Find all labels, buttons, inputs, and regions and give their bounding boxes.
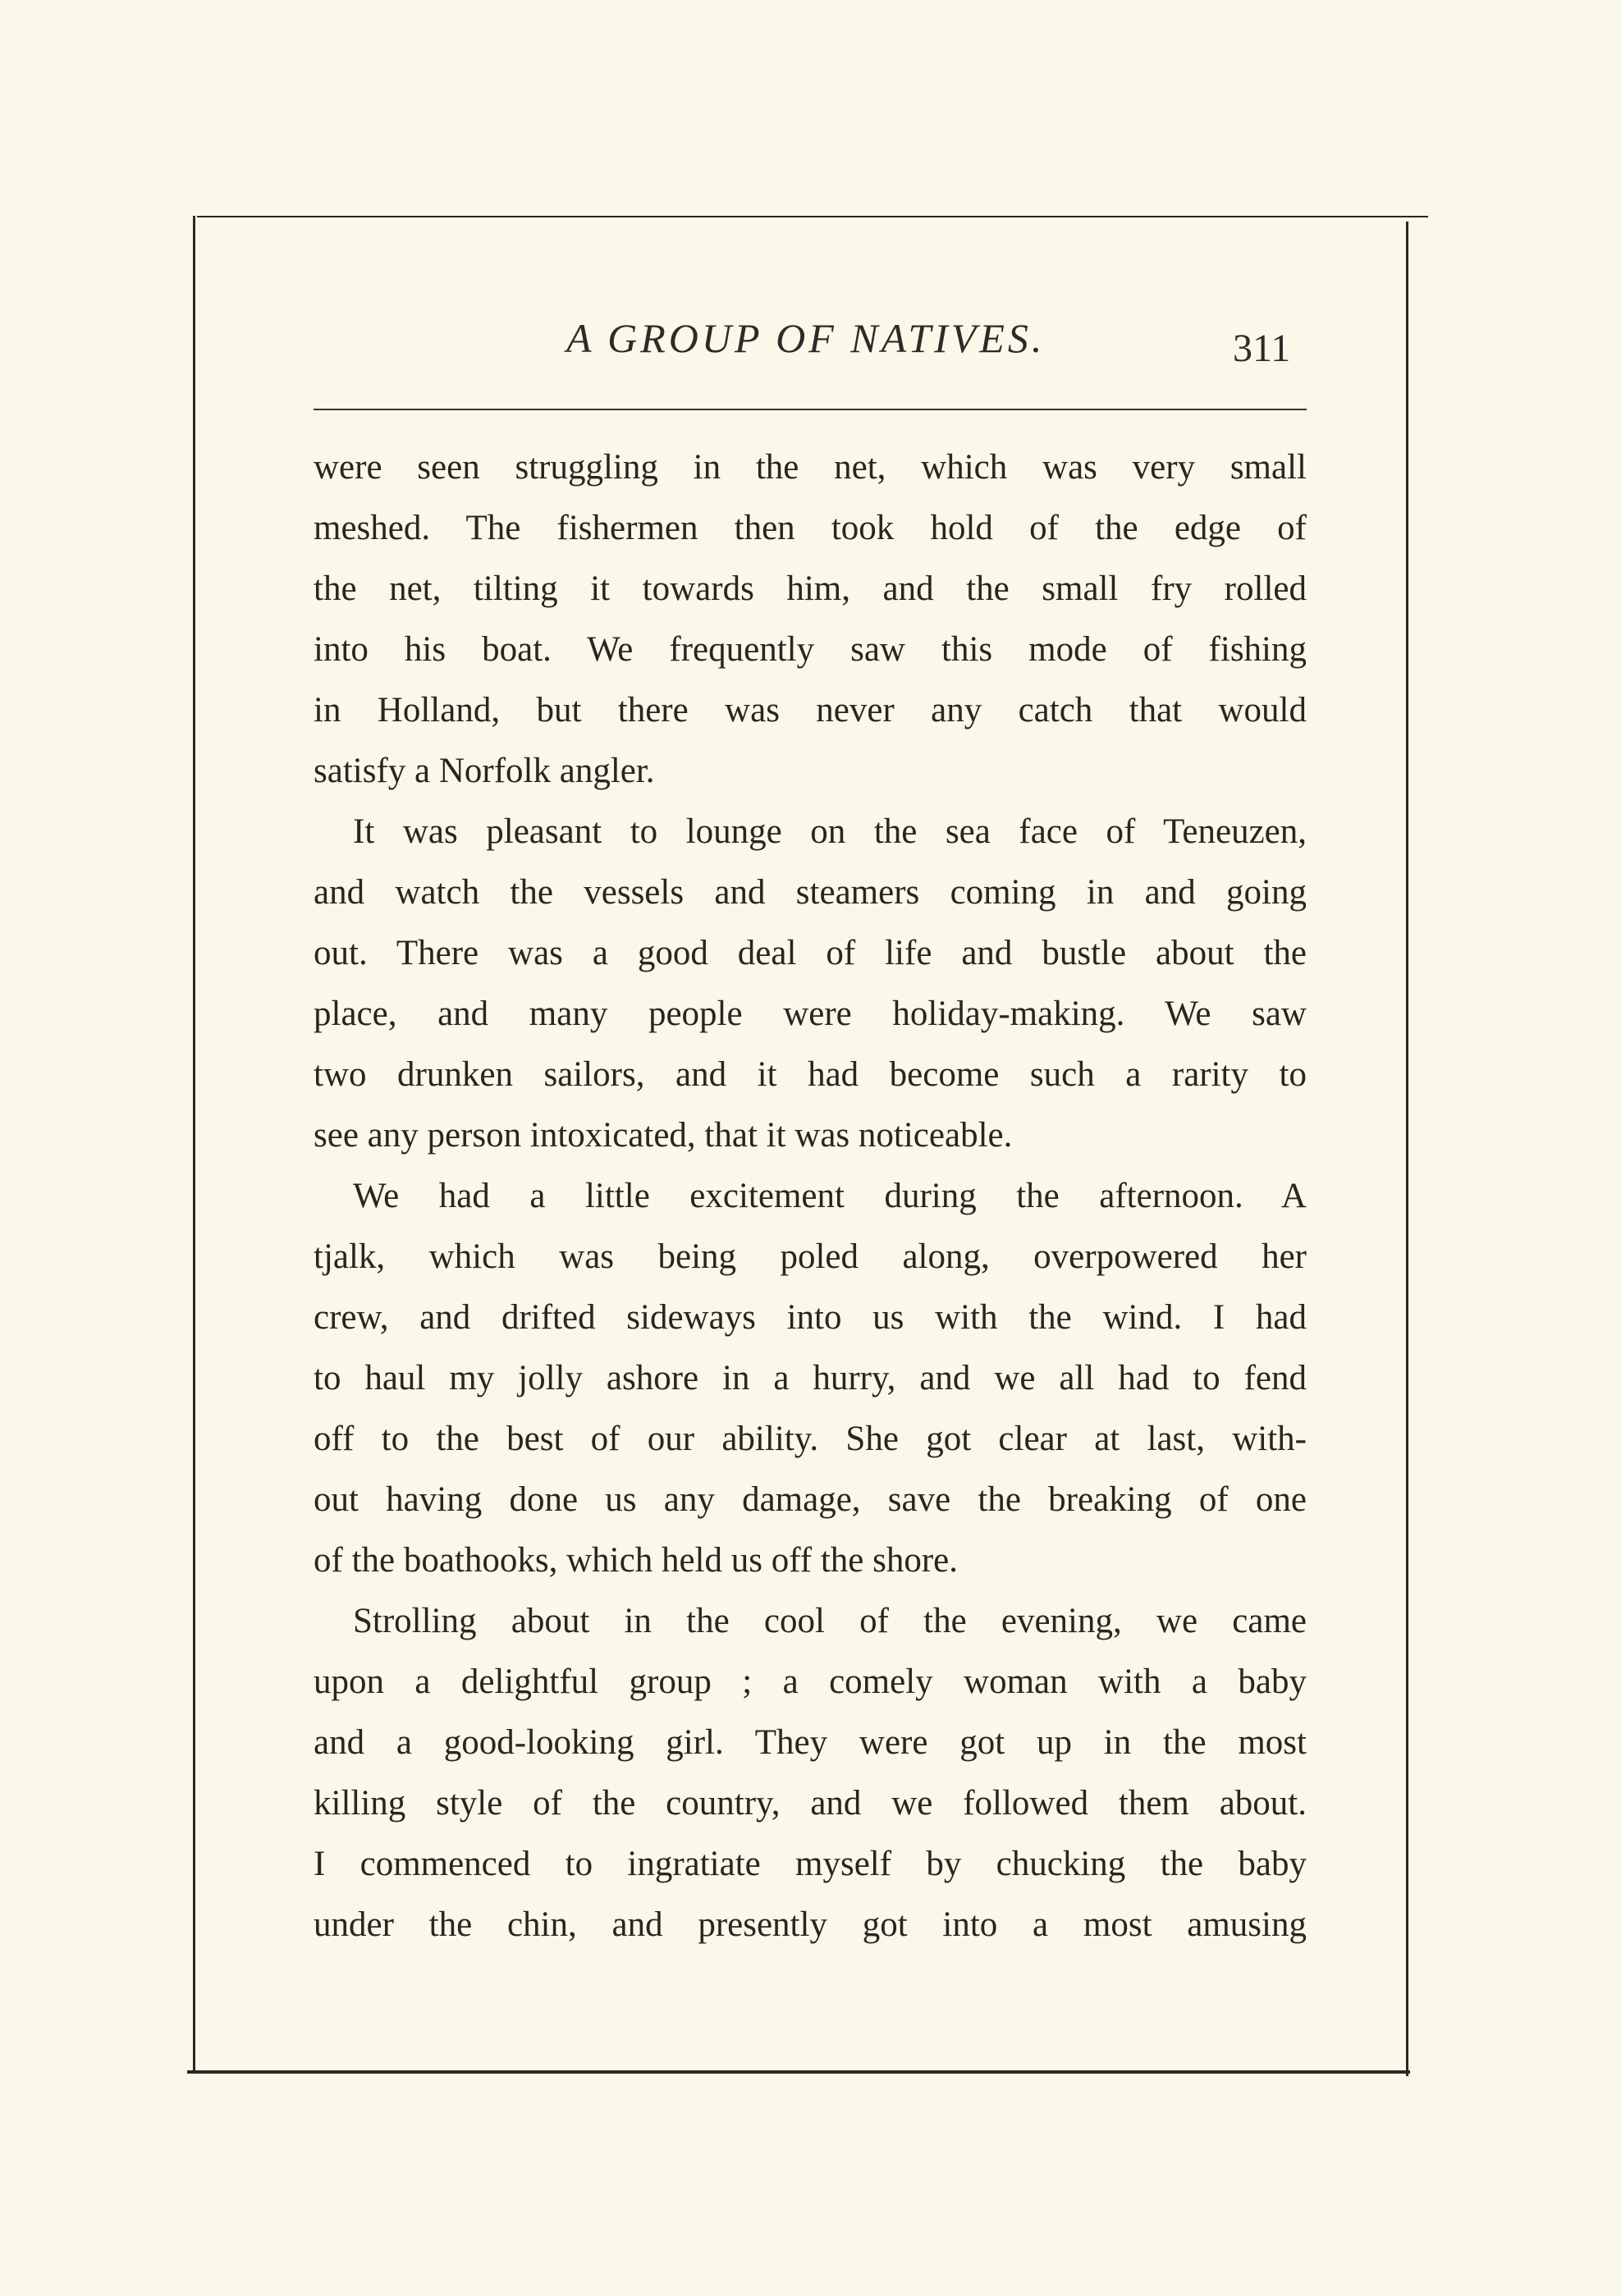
text-line: into his boat. We frequently saw this mode of fishing bbox=[314, 630, 1307, 669]
text-line: place, and many people were holiday-making. We saw bbox=[314, 995, 1307, 1033]
text-line: meshed. The fishermen then took hold of the edge of bbox=[314, 509, 1307, 547]
header-rule bbox=[314, 409, 1307, 410]
running-head: A GROUP OF NATIVES. bbox=[566, 315, 1046, 361]
text-line: to haul my jolly ashore in a hurry, and we all had to fend bbox=[314, 1359, 1307, 1397]
text-line: upon a delightful group ; a comely woman with a baby bbox=[314, 1663, 1307, 1701]
text-line: and a good-looking girl. They were got up in the most bbox=[314, 1723, 1307, 1762]
text-line: in Holland, but there was never any catch that would bbox=[314, 691, 1307, 730]
page-frame-top-rule bbox=[197, 216, 1428, 217]
text-line: under the chin, and presently got into a most amusing bbox=[314, 1905, 1307, 1944]
text-line: out. There was a good deal of life and bustle about the bbox=[314, 934, 1307, 972]
text-line: killing style of the country, and we followed them about. bbox=[314, 1784, 1307, 1823]
text-line: of the boathooks, which held us off the shore. bbox=[314, 1541, 959, 1580]
text-line: off to the best of our ability. She got clear at last, with- bbox=[314, 1420, 1307, 1458]
text-line: the net, tilting it towards him, and the small fry rolled bbox=[314, 569, 1307, 608]
page-number: 311 bbox=[1233, 327, 1291, 370]
paragraph-first-line: We had a little excitement during the afternoon. A bbox=[353, 1177, 1307, 1215]
paragraph-first-line: It was pleasant to lounge on the sea face of Teneuzen, bbox=[353, 812, 1307, 851]
paragraph-first-line: Strolling about in the cool of the evening, we came bbox=[353, 1602, 1307, 1640]
text-line: tjalk, which was being poled along, overpowered her bbox=[314, 1237, 1307, 1276]
text-line: see any person intoxicated, that it was noticeable. bbox=[314, 1116, 1013, 1155]
text-line: were seen struggling in the net, which was very small bbox=[314, 448, 1307, 487]
page-frame-bottom-rule bbox=[187, 2070, 1410, 2074]
text-line: two drunken sailors, and it had become such a rarity to bbox=[314, 1055, 1307, 1094]
text-line: satisfy a Norfolk angler. bbox=[314, 752, 655, 790]
page-frame-right-rule bbox=[1406, 222, 1408, 2076]
text-line: I commenced to ingratiate myself by chucking the baby bbox=[314, 1845, 1307, 1883]
text-line: out having done us any damage, save the breaking of one bbox=[314, 1480, 1307, 1519]
text-line: crew, and drifted sideways into us with the wind. I had bbox=[314, 1298, 1307, 1337]
text-line: and watch the vessels and steamers coming in and going bbox=[314, 873, 1307, 912]
page-frame-left-rule bbox=[193, 216, 195, 2072]
body-text bbox=[314, 443, 1307, 2002]
